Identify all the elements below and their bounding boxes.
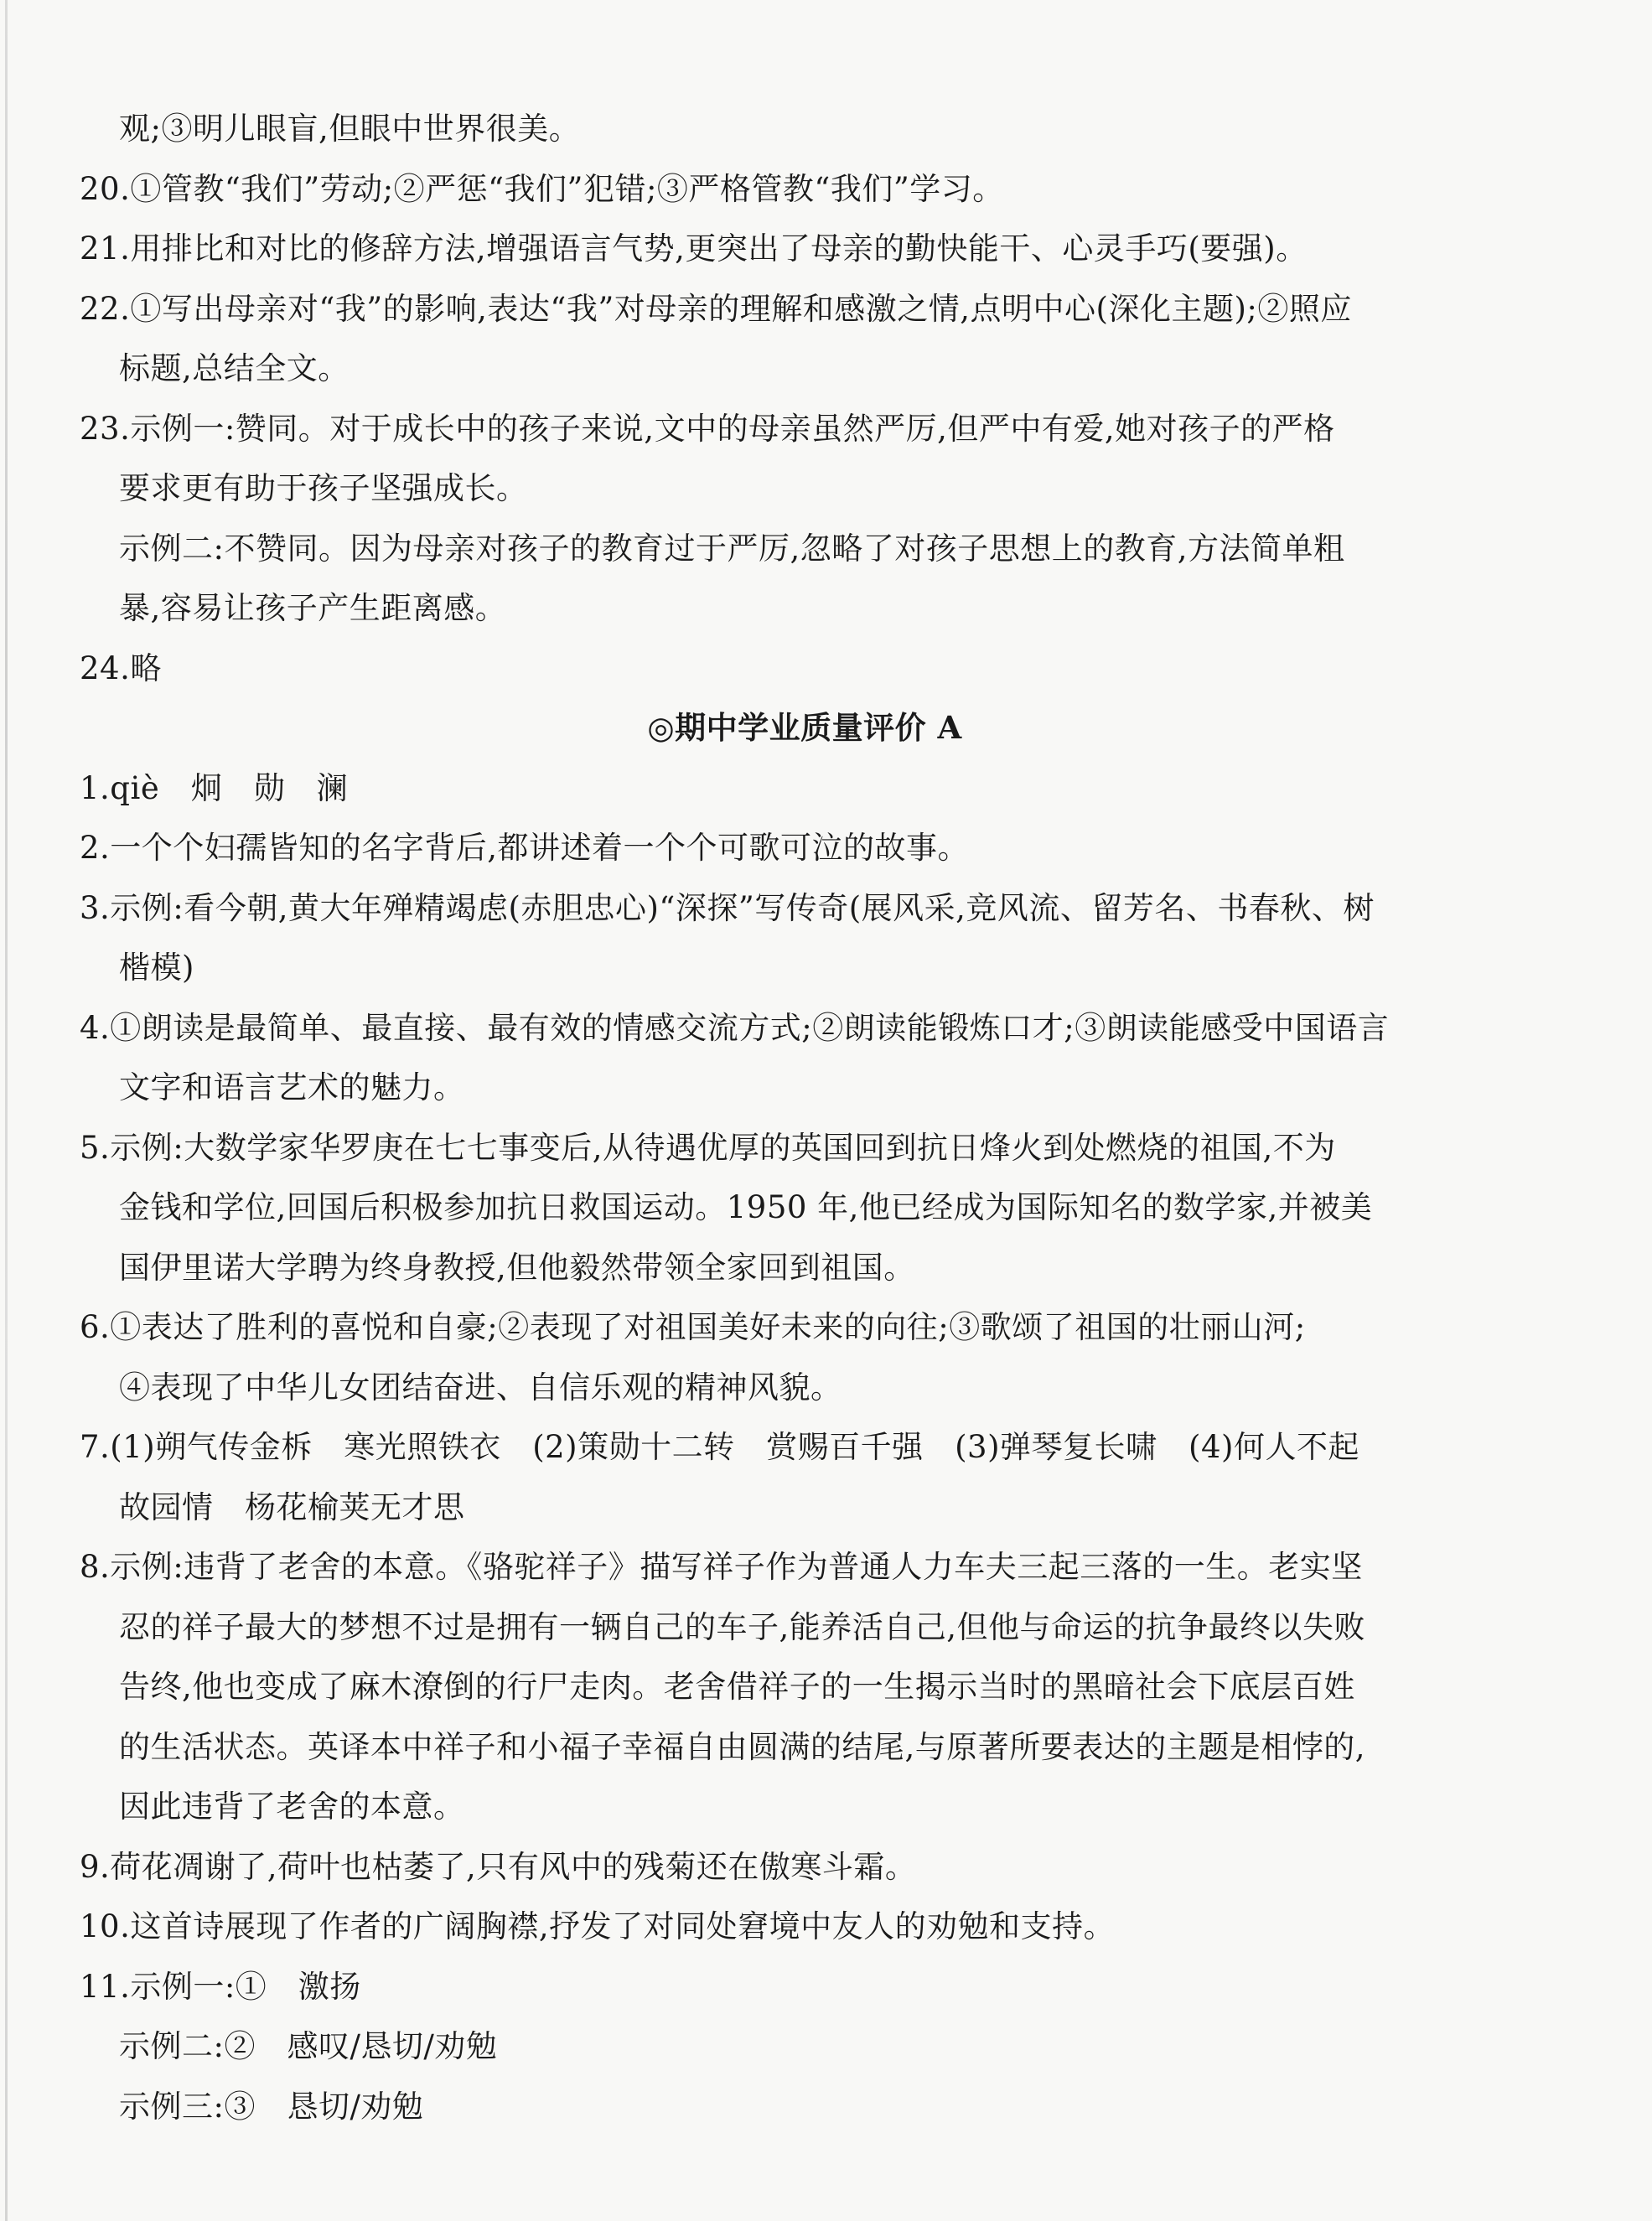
answer-9: 9.荷花凋谢了,荷叶也枯萎了,只有风中的残菊还在傲寒斗霜。 [80, 1848, 917, 1885]
text-line: 忍的祥子最大的梦想不过是拥有一辆自己的车子,能养活自己,但他与命运的抗争最终以失败 [119, 1608, 1366, 1645]
text-line: 要求更有助于孩子坚强成长。 [119, 470, 528, 506]
answer-4: 4.①朗读是最简单、最直接、最有效的情感交流方式;②朗读能锻炼口才;③朗读能感受中国语言 [80, 1009, 1390, 1046]
answer-20: 20.①管教“我们”劳动;②严惩“我们”犯错;③严格管教“我们”学习。 [80, 170, 1004, 207]
answer-2: 2.一个个妇孺皆知的名字背后,都讲述着一个个可歌可泣的故事。 [80, 830, 970, 866]
text-line: 国伊里诺大学聘为终身教授,但他毅然带领全家回到祖国。 [119, 1249, 915, 1286]
answer-24: 24.略 [80, 650, 162, 686]
text-line: 因此违背了老舍的本意。 [119, 1789, 465, 1825]
answer-6: 6.①表达了胜利的喜悦和自豪;②表现了对祖国美好未来的向往;③歌颂了祖国的壮丽山河; [80, 1309, 1306, 1345]
answer-3: 3.示例:看今朝,黄大年殚精竭虑(赤胆忠心)“深探”写传奇(展风采,竞风流、留芳名、书春秋、树 [80, 889, 1375, 926]
text-line: 文字和语言艺术的魅力。 [119, 1069, 465, 1105]
text-line: 示例二:② 感叹/恳切/劝勉 [119, 2028, 498, 2064]
text-line: 标题,总结全文。 [119, 350, 350, 386]
text-line: 故园情 杨花榆荚无才思 [119, 1488, 465, 1525]
text-line: 楷模) [119, 950, 194, 986]
answer-7: 7.(1)朔气传金柝 寒光照铁衣 (2)策勋十二转 赏赐百千强 (3)弹琴复长啸 (4)何人不起 [80, 1429, 1359, 1465]
text-line: 金钱和学位,回国后积极参加抗日救国运动。1950 年,他已经成为国际知名的数学家,并被美 [119, 1189, 1373, 1225]
answer-8: 8.示例:违背了老舍的本意。《骆驼祥子》描写祥子作为普通人力车夫三起三落的一生。老实坚 [80, 1549, 1363, 1585]
answer-1: 1.qiè 炯 勋 澜 [80, 769, 349, 806]
answer-page [80, 99, 1421, 2136]
text-line: ④表现了中华儿女团结奋进、自信乐观的精神风貌。 [119, 1369, 842, 1406]
text-line: 示例二:不赞同。因为母亲对孩子的教育过于严厉,忽略了对孩子思想上的教育,方法简单粗 [119, 530, 1345, 567]
text-line: 暴,容易让孩子产生距离感。 [119, 590, 507, 626]
text-line: 的生活状态。英译本中祥子和小福子幸福自由圆满的结尾,与原著所要表达的主题是相悖的, [119, 1728, 1366, 1765]
section-title: ◎期中学业质量评价 A [647, 709, 962, 746]
text-line: 观;③明儿眼盲,但眼中世界很美。 [119, 111, 581, 147]
answer-21: 21.用排比和对比的修辞方法,增强语言气势,更突出了母亲的勤快能干、心灵手巧(要强)。 [80, 230, 1308, 267]
answer-5: 5.示例:大数学家华罗庚在七七事变后,从待遇优厚的英国回到抗日烽火到处燃烧的祖国,不为 [80, 1129, 1336, 1166]
answer-23: 23.示例一:赞同。对于成长中的孩子来说,文中的母亲虽然严厉,但严中有爱,她对孩子的严格 [80, 410, 1335, 447]
text-line: 告终,他也变成了麻木潦倒的行尸走肉。老舍借祥子的一生揭示当时的黑暗社会下底层百姓 [119, 1669, 1355, 1705]
answer-22: 22.①写出母亲对“我”的影响,表达“我”对母亲的理解和感激之情,点明中心(深化主题);②照应 [80, 290, 1352, 327]
page-edge-shadow [5, 0, 8, 2221]
answer-11: 11.示例一:① 激扬 [80, 1968, 361, 2005]
answer-10: 10.这首诗展现了作者的广阔胸襟,抒发了对同处窘境中友人的劝勉和支持。 [80, 1908, 1116, 1944]
text-line: 示例三:③ 恳切/劝勉 [119, 2088, 424, 2125]
